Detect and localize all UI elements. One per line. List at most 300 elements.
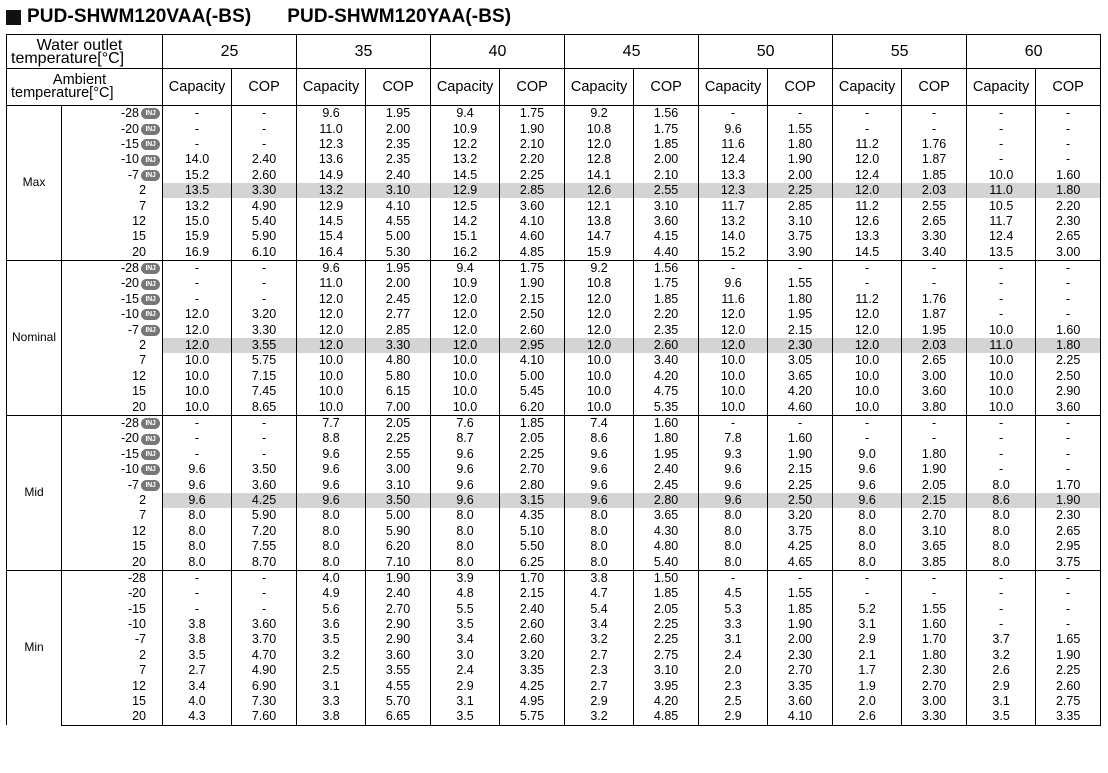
cop-cell: 3.95	[634, 678, 699, 693]
capacity-cell: 5.4	[565, 602, 634, 617]
capacity-cell: 12.8	[565, 152, 634, 167]
table-row	[7, 477, 1101, 492]
capacity-cell: 3.0	[431, 648, 500, 663]
cop-cell: 2.80	[500, 477, 565, 492]
cop-cell: -	[232, 586, 297, 601]
capacity-cell: 4.9	[297, 586, 366, 601]
cop-cell: 1.90	[902, 462, 967, 477]
capacity-cell: 9.6	[297, 462, 366, 477]
capacity-cell: 12.9	[297, 198, 366, 213]
capacity-cell: 12.0	[699, 338, 768, 353]
capacity-cell: 3.1	[431, 694, 500, 709]
cop-cell: 2.95	[500, 338, 565, 353]
cop-cell: 3.85	[902, 554, 967, 570]
capacity-cell: -	[163, 570, 232, 586]
cop-cell: -	[902, 260, 967, 276]
cop-cell: 3.10	[902, 524, 967, 539]
cop-cell: -	[768, 260, 833, 276]
capacity-cell: 9.6	[833, 477, 902, 492]
ambient-temp-cell: 7	[62, 198, 163, 213]
capacity-cell: 9.6	[431, 447, 500, 462]
cop-cell: 5.00	[366, 229, 431, 244]
cop-cell: 1.85	[634, 292, 699, 307]
capacity-cell: 9.6	[565, 477, 634, 492]
cop-cell: 2.25	[1036, 353, 1101, 368]
performance-table	[6, 34, 1101, 726]
cop-cell: 4.55	[366, 678, 431, 693]
cop-cell: 3.75	[768, 229, 833, 244]
cop-cell: 4.60	[768, 399, 833, 415]
water-temp-header-40: 40	[431, 35, 565, 69]
capacity-cell: 8.0	[967, 508, 1036, 523]
table-row	[7, 586, 1101, 601]
cop-cell: 2.25	[768, 183, 833, 198]
capacity-cell: 3.4	[163, 678, 232, 693]
capacity-cell: 10.0	[967, 353, 1036, 368]
ambient-temp-cell: -20 INJ	[62, 276, 163, 291]
capacity-cell: 12.4	[833, 168, 902, 183]
capacity-cell: 2.3	[565, 663, 634, 678]
capacity-cell: 12.0	[297, 338, 366, 353]
capacity-cell: -	[163, 260, 232, 276]
capacity-cell: 3.1	[967, 694, 1036, 709]
ambient-temp-cell: 7	[62, 508, 163, 523]
cop-cell: 2.65	[902, 353, 967, 368]
cop-cell: 1.76	[902, 292, 967, 307]
cop-cell: 3.75	[768, 524, 833, 539]
ambient-temp-cell: 2	[62, 183, 163, 198]
capacity-cell: 10.0	[163, 399, 232, 415]
capacity-cell: 3.1	[699, 632, 768, 647]
capacity-cell: 11.2	[833, 137, 902, 152]
capacity-cell: 2.0	[699, 663, 768, 678]
cop-cell: 4.35	[500, 508, 565, 523]
cop-cell: 2.25	[634, 632, 699, 647]
cop-header: COP	[500, 69, 565, 106]
inj-badge-icon: INJ	[141, 464, 160, 475]
table-row	[7, 524, 1101, 539]
capacity-cell: 3.6	[297, 617, 366, 632]
cop-cell: 3.35	[1036, 709, 1101, 725]
inj-badge-icon: INJ	[141, 108, 160, 119]
capacity-cell: 10.0	[833, 353, 902, 368]
cop-cell: 2.10	[500, 137, 565, 152]
capacity-cell: 12.0	[163, 322, 232, 337]
capacity-cell: 12.6	[833, 214, 902, 229]
capacity-cell: 11.0	[297, 276, 366, 291]
table-row	[7, 353, 1101, 368]
capacity-cell: 4.3	[163, 709, 232, 725]
cop-cell: 5.75	[500, 709, 565, 725]
inj-badge-icon: INJ	[141, 325, 160, 336]
capacity-cell: 12.2	[431, 137, 500, 152]
capacity-cell: 3.4	[431, 632, 500, 647]
capacity-cell: 8.0	[699, 539, 768, 554]
cop-cell: 4.10	[366, 198, 431, 213]
cop-cell: 1.90	[366, 570, 431, 586]
cop-cell: 2.70	[902, 508, 967, 523]
table-row	[7, 292, 1101, 307]
cop-cell: 2.85	[500, 183, 565, 198]
capacity-cell: 13.2	[699, 214, 768, 229]
ambient-temp-cell: -7	[62, 632, 163, 647]
cop-cell: 2.40	[232, 152, 297, 167]
cop-cell: 4.80	[366, 353, 431, 368]
mode-label-mid: Mid	[7, 415, 62, 570]
cop-cell: 3.40	[902, 245, 967, 261]
capacity-cell: 4.0	[163, 694, 232, 709]
capacity-cell: 12.1	[565, 198, 634, 213]
cop-cell: 3.75	[1036, 554, 1101, 570]
cop-cell: -	[902, 415, 967, 431]
cop-cell: 2.05	[902, 477, 967, 492]
cop-cell: 4.10	[500, 214, 565, 229]
cop-cell: 2.03	[902, 183, 967, 198]
cop-cell: 5.00	[366, 508, 431, 523]
capacity-cell: 12.0	[565, 292, 634, 307]
capacity-cell: 14.1	[565, 168, 634, 183]
capacity-cell: 10.8	[565, 121, 634, 136]
cop-cell: 2.60	[500, 322, 565, 337]
cop-cell: 1.56	[634, 106, 699, 122]
cop-cell: 1.55	[768, 276, 833, 291]
page-title	[6, 5, 511, 29]
cop-cell: -	[1036, 276, 1101, 291]
capacity-cell: 12.5	[431, 198, 500, 213]
capacity-cell: -	[163, 586, 232, 601]
cop-cell: -	[232, 137, 297, 152]
cop-cell: 2.00	[634, 152, 699, 167]
ambient-temp-cell: 12	[62, 678, 163, 693]
capacity-cell: -	[163, 276, 232, 291]
capacity-cell: 14.0	[699, 229, 768, 244]
capacity-cell: 11.6	[699, 292, 768, 307]
cop-cell: 3.30	[902, 229, 967, 244]
capacity-cell: 3.2	[967, 648, 1036, 663]
capacity-cell: 8.0	[297, 554, 366, 570]
table-row	[7, 447, 1101, 462]
cop-cell: 6.15	[366, 384, 431, 399]
capacity-cell: 10.0	[163, 369, 232, 384]
capacity-cell: -	[967, 586, 1036, 601]
capacity-cell: 9.6	[699, 276, 768, 291]
cop-cell: 2.85	[366, 322, 431, 337]
cop-cell: 3.90	[768, 245, 833, 261]
cop-cell: 4.70	[232, 648, 297, 663]
table-row	[7, 338, 1101, 353]
capacity-cell: 10.0	[833, 399, 902, 415]
cop-cell: -	[232, 415, 297, 431]
capacity-cell: 13.2	[431, 152, 500, 167]
capacity-cell: 8.0	[297, 508, 366, 523]
cop-cell: 1.80	[1036, 183, 1101, 198]
capacity-header: Capacity	[163, 69, 232, 106]
cop-cell: 4.15	[634, 229, 699, 244]
capacity-cell: 9.6	[297, 106, 366, 122]
capacity-cell: 9.6	[297, 493, 366, 508]
table-row	[7, 121, 1101, 136]
cop-cell: 7.10	[366, 554, 431, 570]
cop-cell: 3.60	[366, 648, 431, 663]
capacity-cell: 12.0	[833, 338, 902, 353]
cop-cell: -	[1036, 462, 1101, 477]
cop-cell: -	[1036, 570, 1101, 586]
capacity-cell: 2.4	[431, 663, 500, 678]
capacity-cell: 15.4	[297, 229, 366, 244]
ambient-temp-cell: -7 INJ	[62, 477, 163, 492]
capacity-header: Capacity	[967, 69, 1036, 106]
ambient-temp-cell: -7 INJ	[62, 322, 163, 337]
capacity-cell: 9.6	[297, 477, 366, 492]
capacity-cell: 12.0	[163, 307, 232, 322]
capacity-header: Capacity	[565, 69, 634, 106]
capacity-cell: 8.6	[967, 493, 1036, 508]
cop-cell: 1.85	[634, 137, 699, 152]
capacity-cell: 9.6	[699, 477, 768, 492]
capacity-cell: 5.6	[297, 602, 366, 617]
water-outlet-label-line1: Water outlet	[36, 36, 123, 54]
capacity-cell: 12.0	[431, 338, 500, 353]
cop-cell: -	[902, 570, 967, 586]
water-temp-header-35: 35	[297, 35, 431, 69]
cop-cell: 5.40	[232, 214, 297, 229]
cop-cell: 5.75	[232, 353, 297, 368]
cop-cell: 3.65	[902, 539, 967, 554]
cop-cell: 2.45	[366, 292, 431, 307]
ambient-temp-cell: 20	[62, 399, 163, 415]
water-outlet-label-line2: temperature[°C]	[11, 49, 125, 67]
cop-cell: 1.65	[1036, 632, 1101, 647]
cop-cell: 1.60	[1036, 168, 1101, 183]
capacity-cell: 12.0	[297, 322, 366, 337]
capacity-cell: 8.0	[297, 539, 366, 554]
capacity-cell: 13.6	[297, 152, 366, 167]
cop-cell: 2.90	[366, 617, 431, 632]
ambient-temp-cell: -7 INJ	[62, 168, 163, 183]
ambient-temp-cell: -28	[62, 570, 163, 586]
cop-cell: 7.00	[366, 399, 431, 415]
cop-cell: 3.60	[902, 384, 967, 399]
capacity-cell: 10.0	[163, 384, 232, 399]
cop-cell: 2.35	[366, 137, 431, 152]
model-name-a: PUD-SHWM120VAA(-BS)	[27, 6, 252, 27]
ambient-temp-cell: 15	[62, 229, 163, 244]
inj-badge-icon: INJ	[141, 480, 160, 491]
capacity-cell: 8.0	[699, 508, 768, 523]
capacity-cell: -	[163, 137, 232, 152]
cop-cell: 5.50	[500, 539, 565, 554]
ambient-temp-cell: -20 INJ	[62, 431, 163, 446]
capacity-cell: 10.9	[431, 276, 500, 291]
capacity-cell: 10.0	[565, 353, 634, 368]
capacity-cell: 10.0	[297, 384, 366, 399]
cop-cell: 5.90	[232, 508, 297, 523]
cop-cell: 2.00	[768, 168, 833, 183]
capacity-cell: 14.5	[297, 214, 366, 229]
cop-cell: -	[1036, 260, 1101, 276]
capacity-cell: 8.0	[565, 554, 634, 570]
cop-cell: 1.55	[768, 121, 833, 136]
capacity-cell: 12.0	[431, 322, 500, 337]
capacity-cell: 7.7	[297, 415, 366, 431]
ambient-temp-cell: -10 INJ	[62, 307, 163, 322]
cop-cell: 5.10	[500, 524, 565, 539]
ambient-temp-cell: 12	[62, 524, 163, 539]
cop-cell: 5.30	[366, 245, 431, 261]
capacity-cell: 16.4	[297, 245, 366, 261]
cop-cell: 8.70	[232, 554, 297, 570]
cop-cell: 1.90	[768, 447, 833, 462]
capacity-cell: 8.0	[833, 524, 902, 539]
ambient-temp-cell: 2	[62, 493, 163, 508]
capacity-cell: -	[833, 570, 902, 586]
cop-cell: 4.90	[232, 663, 297, 678]
cop-cell: 3.70	[232, 632, 297, 647]
capacity-cell: 12.9	[431, 183, 500, 198]
cop-cell: 3.05	[768, 353, 833, 368]
capacity-cell: 12.0	[565, 307, 634, 322]
mode-label-nominal: Nominal	[7, 260, 62, 415]
table-row	[7, 276, 1101, 291]
table-row	[7, 508, 1101, 523]
cop-cell: 4.65	[768, 554, 833, 570]
capacity-cell: 14.7	[565, 229, 634, 244]
table-row	[7, 554, 1101, 570]
cop-cell: 2.30	[768, 338, 833, 353]
cop-cell: 3.30	[232, 183, 297, 198]
cop-cell: 2.90	[1036, 384, 1101, 399]
table-row	[7, 214, 1101, 229]
cop-cell: 3.30	[366, 338, 431, 353]
ambient-temp-cell: -15	[62, 602, 163, 617]
capacity-cell: 11.7	[967, 214, 1036, 229]
table-row	[7, 369, 1101, 384]
capacity-cell: 3.5	[967, 709, 1036, 725]
ambient-temp-cell: 2	[62, 648, 163, 663]
cop-cell: 6.90	[232, 678, 297, 693]
cop-cell: 3.60	[500, 198, 565, 213]
capacity-cell: 7.8	[699, 431, 768, 446]
capacity-cell: 11.2	[833, 292, 902, 307]
capacity-cell: 2.5	[699, 694, 768, 709]
table-row	[7, 384, 1101, 399]
model-name-b: PUD-SHWM120YAA(-BS)	[287, 6, 512, 27]
cop-cell: 4.85	[500, 245, 565, 261]
capacity-cell: -	[833, 106, 902, 122]
inj-badge-icon: INJ	[141, 294, 160, 305]
table-row	[7, 539, 1101, 554]
cop-cell: 2.15	[500, 292, 565, 307]
cop-cell: 3.00	[1036, 245, 1101, 261]
capacity-cell: 8.0	[565, 524, 634, 539]
capacity-cell: 4.5	[699, 586, 768, 601]
capacity-cell: 8.8	[297, 431, 366, 446]
capacity-cell: 11.0	[967, 338, 1036, 353]
capacity-cell: 10.0	[297, 369, 366, 384]
capacity-cell: 15.0	[163, 214, 232, 229]
cop-cell: 1.90	[500, 121, 565, 136]
capacity-cell: 8.0	[699, 554, 768, 570]
capacity-cell: 9.6	[699, 462, 768, 477]
ambient-temp-label	[7, 69, 163, 106]
capacity-cell: 5.3	[699, 602, 768, 617]
capacity-cell: 10.0	[431, 369, 500, 384]
cop-cell: 2.10	[634, 168, 699, 183]
cop-cell: 3.20	[768, 508, 833, 523]
cop-cell: 2.70	[768, 663, 833, 678]
capacity-cell: 9.6	[565, 462, 634, 477]
capacity-cell: 10.0	[833, 384, 902, 399]
capacity-cell: 9.6	[297, 447, 366, 462]
table-row	[7, 198, 1101, 213]
cop-cell: 1.95	[634, 447, 699, 462]
capacity-cell: 14.0	[163, 152, 232, 167]
cop-cell: 2.35	[634, 322, 699, 337]
capacity-cell: 15.2	[163, 168, 232, 183]
cop-cell: -	[1036, 586, 1101, 601]
cop-cell: 1.60	[902, 617, 967, 632]
capacity-cell: 5.2	[833, 602, 902, 617]
capacity-cell: 2.5	[297, 663, 366, 678]
table-row	[7, 399, 1101, 415]
capacity-cell: 15.9	[163, 229, 232, 244]
capacity-cell: 3.8	[163, 632, 232, 647]
cop-cell: 1.50	[634, 570, 699, 586]
table-row	[7, 260, 1101, 276]
cop-cell: 4.20	[634, 369, 699, 384]
capacity-cell: 9.6	[431, 493, 500, 508]
capacity-cell: 16.2	[431, 245, 500, 261]
capacity-cell: 8.0	[431, 508, 500, 523]
cop-cell: 2.25	[1036, 663, 1101, 678]
capacity-cell: 12.0	[297, 307, 366, 322]
cop-cell: 2.80	[634, 493, 699, 508]
inj-badge-icon: INJ	[141, 279, 160, 290]
capacity-cell: 14.5	[833, 245, 902, 261]
capacity-header: Capacity	[297, 69, 366, 106]
cop-cell: 3.80	[902, 399, 967, 415]
capacity-cell: 7.4	[565, 415, 634, 431]
capacity-cell: 2.7	[565, 678, 634, 693]
cop-cell: 4.60	[500, 229, 565, 244]
cop-cell: 2.70	[500, 462, 565, 477]
cop-cell: 1.70	[1036, 477, 1101, 492]
capacity-cell: 16.9	[163, 245, 232, 261]
cop-cell: 2.65	[1036, 229, 1101, 244]
cop-cell: -	[1036, 152, 1101, 167]
cop-cell: 2.75	[634, 648, 699, 663]
ambient-temp-cell: 20	[62, 554, 163, 570]
capacity-cell: 10.0	[297, 399, 366, 415]
capacity-cell: 12.6	[565, 183, 634, 198]
capacity-cell: 10.0	[967, 168, 1036, 183]
cop-cell: 4.10	[768, 709, 833, 725]
capacity-cell: 10.5	[967, 198, 1036, 213]
table-row	[7, 493, 1101, 508]
cop-cell: 5.35	[634, 399, 699, 415]
capacity-cell: 2.6	[967, 663, 1036, 678]
cop-cell: 1.90	[768, 152, 833, 167]
cop-cell: 1.87	[902, 152, 967, 167]
capacity-header: Capacity	[431, 69, 500, 106]
cop-cell: 2.65	[902, 214, 967, 229]
capacity-cell: 2.0	[833, 694, 902, 709]
cop-cell: 1.95	[366, 260, 431, 276]
capacity-cell: 10.0	[967, 322, 1036, 337]
cop-cell: -	[768, 415, 833, 431]
capacity-cell: -	[833, 121, 902, 136]
water-temp-header-45: 45	[565, 35, 699, 69]
